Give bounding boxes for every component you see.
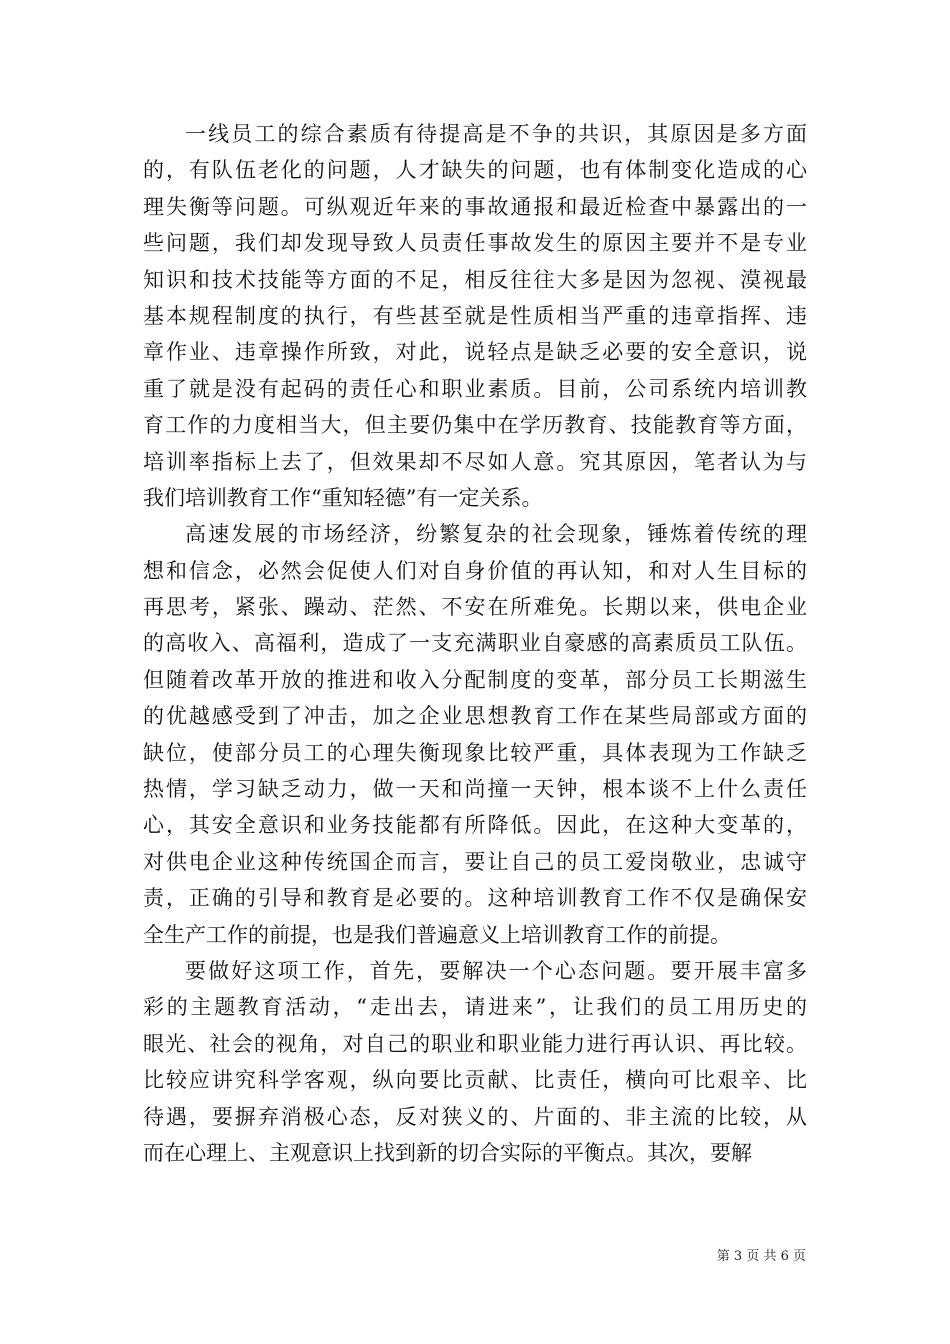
- text-line: 章作业、违章操作所致，对此，说轻点是缺乏必要的安全意识，说: [143, 340, 807, 365]
- text-line: 热情，学习缺乏动力，做一天和尚撞一天钟，根本谈不上什么责任: [143, 777, 807, 802]
- text-line: 对供电企业这种传统国企而言，要让自己的员工爱岗敬业，忠诚守: [143, 849, 807, 874]
- text-line: 心，其安全意识和业务技能都有所降低。因此，在这种大变革的，: [143, 813, 807, 838]
- paragraph: [143, 953, 807, 1171]
- paragraph: [143, 516, 807, 953]
- text-line: 育工作的力度相当大，但主要仍集中在学历教育、技能教育等方面，: [143, 413, 807, 438]
- text-line: 再思考，紧张、躁动、茫然、不安在所难免。长期以来，供电企业: [143, 595, 807, 620]
- text-line: 重了就是没有起码的责任心和职业素质。目前，公司系统内培训教: [143, 376, 807, 401]
- text-line: 比较应讲究科学客观，纵向要比贡献、比责任，横向可比艰辛、比: [143, 1068, 807, 1093]
- paragraph: [143, 116, 807, 516]
- text-line: 我们培训教育工作“重知轻德”有一定关系。: [143, 485, 543, 510]
- text-line: 的高收入、高福利，造成了一支充满职业自豪感的高素质员工队伍。: [143, 631, 807, 656]
- text-line: 理失衡等问题。可纵观近年来的事故通报和最近检查中暴露出的一: [143, 194, 807, 219]
- text-line: 的，有队伍老化的问题，人才缺失的问题，也有体制变化造成的心: [143, 158, 807, 183]
- text-line: 高速发展的市场经济，纷繁复杂的社会现象，锤炼着传统的理: [185, 522, 807, 547]
- text-line: 培训率指标上去了，但效果却不尽如人意。究其原因，笔者认为与: [143, 449, 807, 474]
- text-line: 基本规程制度的执行，有些甚至就是性质相当严重的违章指挥、违: [143, 303, 807, 328]
- page-number-footer: 第 3 页 共 6 页: [716, 1249, 806, 1264]
- text-line: 责，正确的引导和教育是必要的。这种培训教育工作不仅是确保安: [143, 886, 807, 911]
- text-line: 知识和技术技能等方面的不足，相反往往大多是因为忽视、漠视最: [143, 267, 807, 292]
- text-line: 全生产工作的前提，也是我们普遍意义上培训教育工作的前提。: [143, 922, 731, 947]
- text-line: 要做好这项工作，首先，要解决一个心态问题。要开展丰富多: [185, 958, 807, 983]
- text-line: 待遇，要摒弃消极心态，反对狭义的、片面的、非主流的比较，从: [143, 1104, 807, 1129]
- text-line: 些问题，我们却发现导致人员责任事故发生的原因主要并不是专业: [143, 231, 807, 256]
- text-line: 一线员工的综合素质有待提高是不争的共识，其原因是多方面: [185, 122, 807, 146]
- document-body: [143, 116, 807, 1171]
- text-line: 而在心理上、主观意识上找到新的切合实际的平衡点。其次，要解: [143, 1140, 752, 1165]
- text-line: 眼光、社会的视角，对自己的职业和职业能力进行再认识、再比较。: [143, 1031, 807, 1056]
- text-line: 彩的主题教育活动，“走出去，请进来”，让我们的员工用历史的: [143, 995, 807, 1020]
- text-line: 缺位，使部分员工的心理失衡现象比较严重，具体表现为工作缺乏: [143, 740, 807, 765]
- text-line: 但随着改革开放的推进和收入分配制度的变革，部分员工长期滋生: [143, 667, 807, 692]
- text-line: 想和信念，必然会促使人们对自身价值的再认知，和对人生目标的: [143, 558, 807, 583]
- text-line: 的优越感受到了冲击，加之企业思想教育工作在某些局部或方面的: [143, 704, 807, 729]
